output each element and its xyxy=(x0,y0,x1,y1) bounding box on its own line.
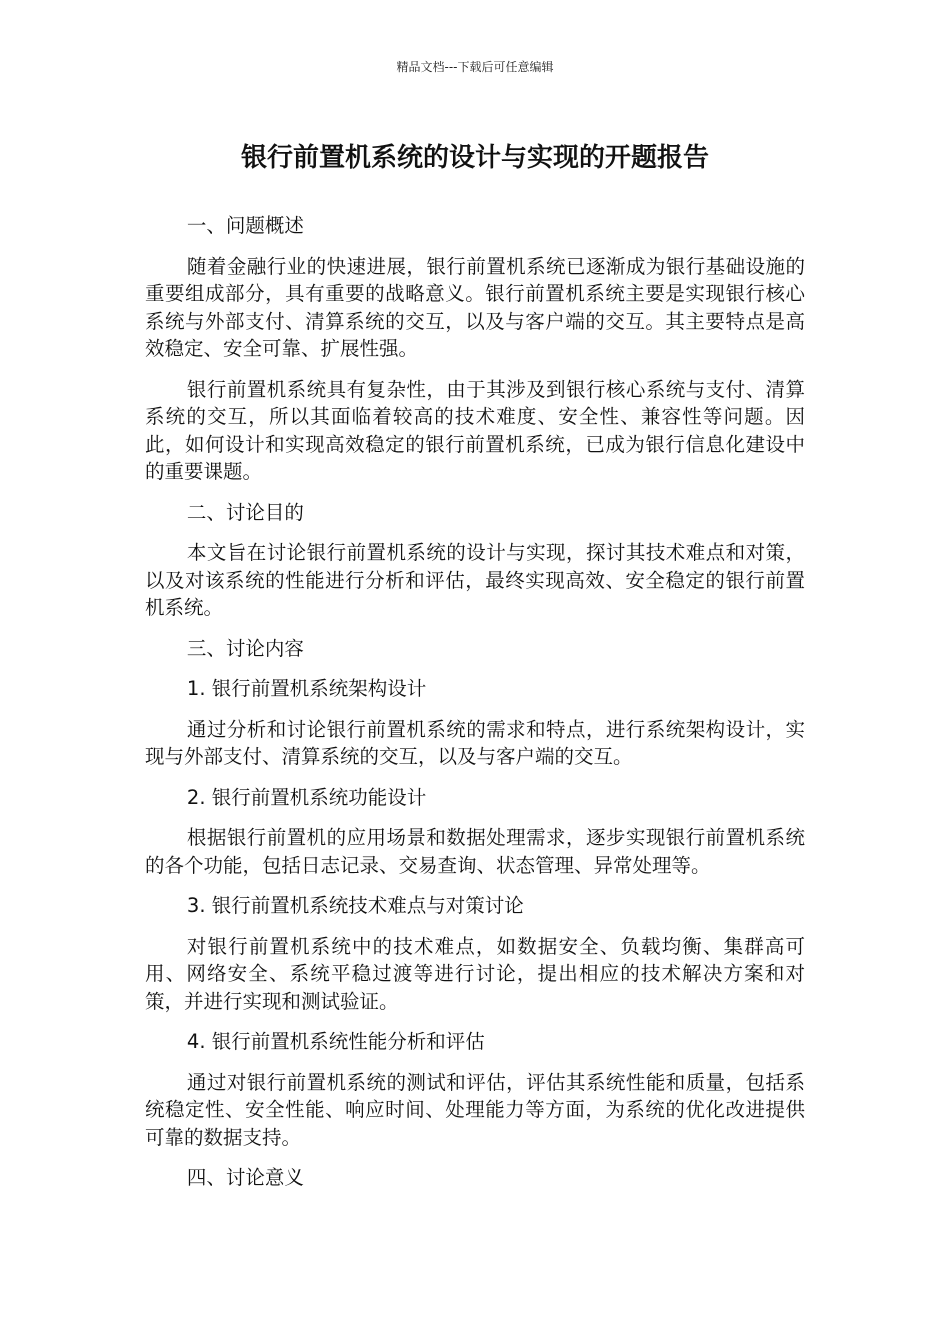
paragraph: 随着金融行业的快速进展，银行前置机系统已逐渐成为银行基础设施的重要组成部分，具有重要的战略意义。银行前置机系统主要是实现银行核心系统与外部支付、清算系统的交互，以及与客户端的交互。其主要特点是高效稳定、安全可靠、扩展性强。 xyxy=(145,254,805,360)
paragraph: 根据银行前置机的应用场景和数据处理需求，逐步实现银行前置机系统的各个功能，包括日志记录、交易查询、状态管理、异常处理等。 xyxy=(145,826,805,877)
header-note: 精品文档---下载后可任意编辑 xyxy=(396,60,554,74)
paragraph: 本文旨在讨论银行前置机系统的设计与实现，探讨其技术难点和对策，以及对该系统的性能进行分析和评估，最终实现高效、安全稳定的银行前置机系统。 xyxy=(145,541,805,619)
document-body xyxy=(145,212,805,1205)
subsection-heading-architecture: 1. 银行前置机系统架构设计 xyxy=(186,677,427,700)
paragraph: 银行前置机系统具有复杂性，由于其涉及到银行核心系统与支付、清算系统的交互，所以其面临着较高的技术难度、安全性、兼容性等问题。因此，如何设计和实现高效稳定的银行前置机系统，已成为银行信息化建设中的重要课题。 xyxy=(145,377,805,483)
section-heading-significance: 四、讨论意义 xyxy=(186,1166,304,1189)
paragraph: 通过分析和讨论银行前置机系统的需求和特点，进行系统架构设计，实现与外部支付、清算系统的交互，以及与客户端的交互。 xyxy=(145,717,805,768)
paragraph: 对银行前置机系统中的技术难点，如数据安全、负载均衡、集群高可用、网络安全、系统平稳过渡等进行讨论，提出相应的技术解决方案和对策，并进行实现和测试验证。 xyxy=(145,934,805,1013)
section-heading-problem-overview: 一、问题概述 xyxy=(186,214,304,237)
document-title: 银行前置机系统的设计与实现的开题报告 xyxy=(240,143,709,173)
section-heading-purpose: 二、讨论目的 xyxy=(186,500,304,524)
section-heading-content: 三、讨论内容 xyxy=(186,636,304,660)
subsection-heading-functions: 2. 银行前置机系统功能设计 xyxy=(186,785,427,809)
paragraph: 通过对银行前置机系统的测试和评估，评估其系统性能和质量，包括系统稳定性、安全性能、响应时间、处理能力等方面，为系统的优化改进提供可靠的数据支持。 xyxy=(145,1070,805,1149)
subsection-heading-performance: 4. 银行前置机系统性能分析和评估 xyxy=(186,1030,485,1053)
subsection-heading-difficulties: 3. 银行前置机系统技术难点与对策讨论 xyxy=(186,894,524,917)
